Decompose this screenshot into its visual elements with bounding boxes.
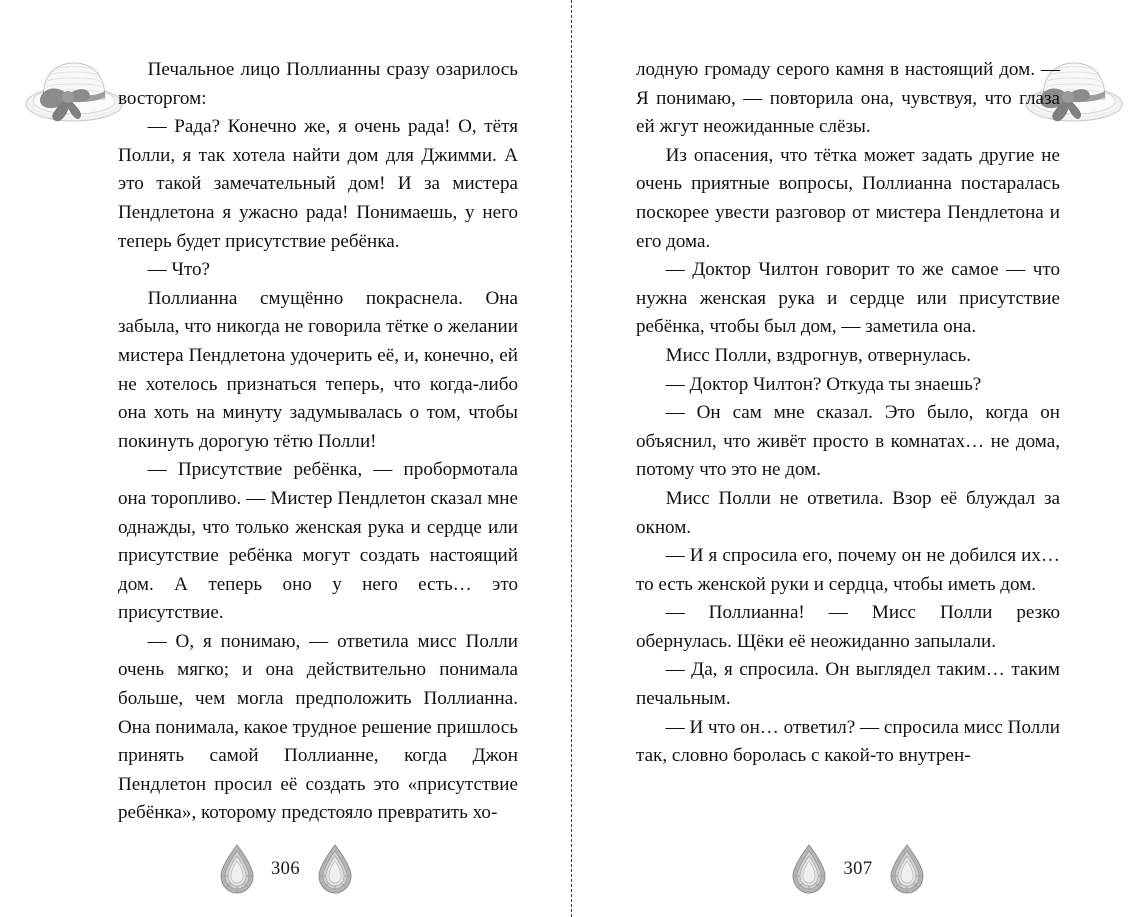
paragraph: Из опасения, что тётка может задать другие не очень приятные вопросы, Поллианна постаралась поскорее увести разговор от мистера Пендлетона и его дома. xyxy=(636,144,1060,252)
paragraph: — О, я понимаю, — ответила мисс Полли очень мягко; и она действительно понимала больше, чем могла предположить Поллианна. Она понимала, какое трудное решение пришлось принять самой Поллианне, когда Джон Пендлетон просил её создать это «присутствие ребёнка», которому предстояло превратить хо- xyxy=(118,630,518,824)
page-text-left xyxy=(118,56,518,828)
book-page-left xyxy=(0,0,571,917)
paragraph: Печальное лицо Поллианны сразу озарилось восторгом: xyxy=(118,59,518,109)
page-number: 306 xyxy=(271,858,300,879)
paragraph: Мисс Полли, вздрогнув, отвернулась. xyxy=(665,344,972,366)
page-footer-right xyxy=(572,843,1144,895)
teardrop-gem-icon xyxy=(888,843,926,895)
page-footer-left xyxy=(0,843,571,895)
teardrop-gem-icon xyxy=(218,843,256,895)
paragraph: — Да, я спросила. Он выглядел таким… таким печальным. xyxy=(636,659,1060,710)
paragraph: — Доктор Чилтон? Откуда ты знаешь? xyxy=(665,373,982,395)
paragraph: — Рада? Конечно же, я очень рада! О, тётя Полли, я так хотела найти дом для Джимми. А это такой замечательный дом! И за мистера Пендлетона я ужасно рада! Понимаешь, у него теперь будет присутствие ребёнка. xyxy=(118,116,518,252)
paragraph: — Доктор Чилтон говорит то же самое — что нужна женская рука и сердце или присутствие ребёнка, чтобы был дом, — заметила она. xyxy=(636,259,1060,338)
page-text-right xyxy=(636,56,1060,771)
paragraph: — Он сам мне сказал. Это было, когда он объяснил, что живёт просто в комнатах… не дома, потому что это не дом. xyxy=(636,402,1060,481)
paragraph: Поллианна смущённо покраснела. Она забыла, что никогда не говорила тётке о желании мистера Пендлетона удочерить её, и, конечно, ей не хотелось признаться теперь, что когда-либо она хоть на минуту задумывалась о том, чтобы покинуть дорогую тётю Полли! xyxy=(118,287,518,452)
book-page-right xyxy=(572,0,1144,917)
teardrop-gem-icon xyxy=(790,843,828,895)
paragraph: — Присутствие ребёнка, — пробормотала она торопливо. — Мистер Пендлетон сказал мне однажды, что только женская рука и сердце или присутствие ребёнка могут создать настоящий дом. А теперь оно у него есть… это присутствие. xyxy=(118,459,518,624)
paragraph: Мисс Полли не ответила. Взор её блуждал за окном. xyxy=(636,487,1060,538)
paragraph: — И что он… ответил? — спросила мисс Полли так, словно боролась с какой-то внутрен- xyxy=(636,716,1061,767)
straw-hat-icon xyxy=(22,48,126,126)
paragraph: — Поллианна! — Мисс Полли резко обернулась. Щёки её неожиданно запылали. xyxy=(636,602,1060,652)
paragraph: — И я спросила его, почему он не добился их… то есть женской руки и сердца, чтобы иметь дом. xyxy=(636,545,1060,595)
paragraph: лодную громаду серого камня в настоящий дом. — Я понимаю, — повторила она, чувствуя, что глаза ей жгут неожиданные слёзы. xyxy=(636,59,1060,138)
teardrop-gem-icon xyxy=(316,843,354,895)
page-number: 307 xyxy=(843,858,873,879)
paragraph: — Что? xyxy=(147,259,210,281)
